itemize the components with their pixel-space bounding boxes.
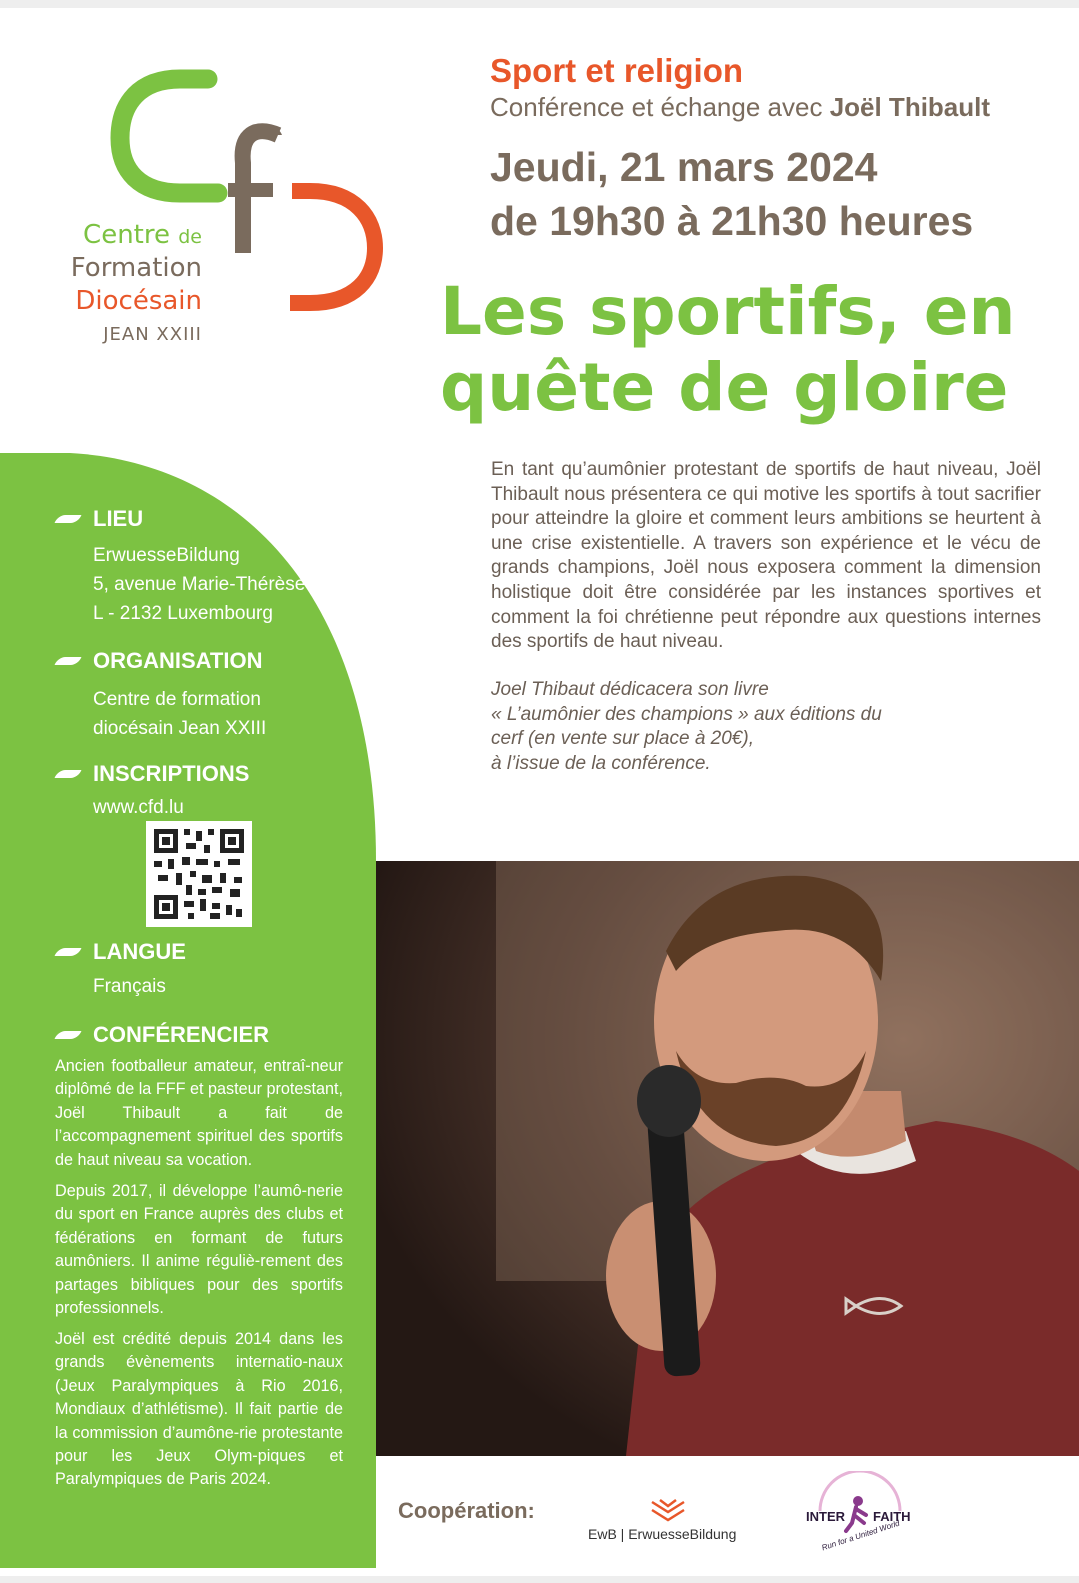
book-dedication: Joel Thibaut dédicacera son livre « L’aumônier des champions » aux éditions du cerf (en vente sur place à 20€), à l’issue de la conférence. [491,679,882,774]
bio-paragraph-1: Ancien footballeur amateur, entraî-neur diplômé de la FFF et pasteur protestant, Joël Thibault a fait de l’accompagnement spirituel des sportifs de haut niveau sa vocation. [55,1057,343,1169]
cfd-logo-icon [40,63,400,363]
event-subtitle: Conférence et échange avec Joël Thibault [490,92,991,122]
event-title: Les sportifs, en quête de gloire [440,273,1016,426]
event-time: de 19h30 à 21h30 heures [490,198,974,244]
bio-paragraph-2: Depuis 2017, il développe l’aumô-nerie du sport en France auprès des clubs et fédérations en formant de futurs aumôniers. Il anime réguliè-rement des partages bibliques pour des sportifs professionnels. [55,1182,343,1318]
logo-line-jean: JEAN XXIII [103,324,202,345]
ewb-emblem-icon [588,1496,748,1526]
inscriptions-link[interactable]: www.cfd.lu [93,797,184,818]
event-date: Jeudi, 21 mars 2024 [490,144,878,190]
conferencier-heading: CONFÉRENCIER [56,1022,269,1048]
logo-line-formation: Formation [70,253,202,283]
logo-line-diocesain: Diocésain [75,286,202,316]
leaf-bullet-icon [55,515,82,523]
inscriptions-heading: INSCRIPTIONS [56,761,249,787]
speaker-name: Joël Thibault [829,92,991,122]
langue-value: Français [93,976,166,997]
leaf-bullet-icon [55,1031,82,1039]
interfaith-logo: INTER FAITH Run for a United World [800,1471,920,1561]
qr-code-icon[interactable] [146,821,252,927]
organisation-text: Centre de formation diocésain Jean XXIII [93,689,267,739]
intro-text: En tant qu’aumônier protestant de sportifs de haut niveau, Joël Thibault nous présentera ce qui motive les sportifs à tout sacrifier pour atteindre la gloire et comment leurs ambitions se heurtent à une crise existentielle. A travers son expérience et le vécu de grands champions, Joël nous exposera comment la dimension holistique doit être considérée par les instances sportives et comment la foi chrétienne peut répondre aux questions internes des sportifs de haut niveau. [491,459,1041,653]
leaf-bullet-icon [55,948,82,956]
event-subject: Sport et religion [490,52,744,89]
langue-heading: LANGUE [56,939,186,965]
cooperation-label: Coopération: [398,1498,535,1523]
logo-line-centre: Centre de [83,220,202,250]
leaf-bullet-icon [55,770,82,778]
ewb-logo: EwB | ErwuesseBildung [588,1496,748,1546]
bio-paragraph-3: Joël est crédité depuis 2014 dans les grands évènements internatio-naux (Jeux Paralympiques à Rio 2016, Mondiaux d’athlétisme). Il fait partie de la commission d’aumône-rie protestante pour les Jeux Olym-piques et Paralympiques de Paris 2024. [55,1330,343,1489]
lieu-heading: LIEU [56,506,143,532]
bottom-strip [0,1576,1079,1583]
lieu-address: ErwuesseBildung 5, avenue Marie-Thérèse L - 2132 Luxembourg [93,545,306,624]
leaf-bullet-icon [55,657,82,665]
organisation-heading: ORGANISATION [56,648,262,674]
